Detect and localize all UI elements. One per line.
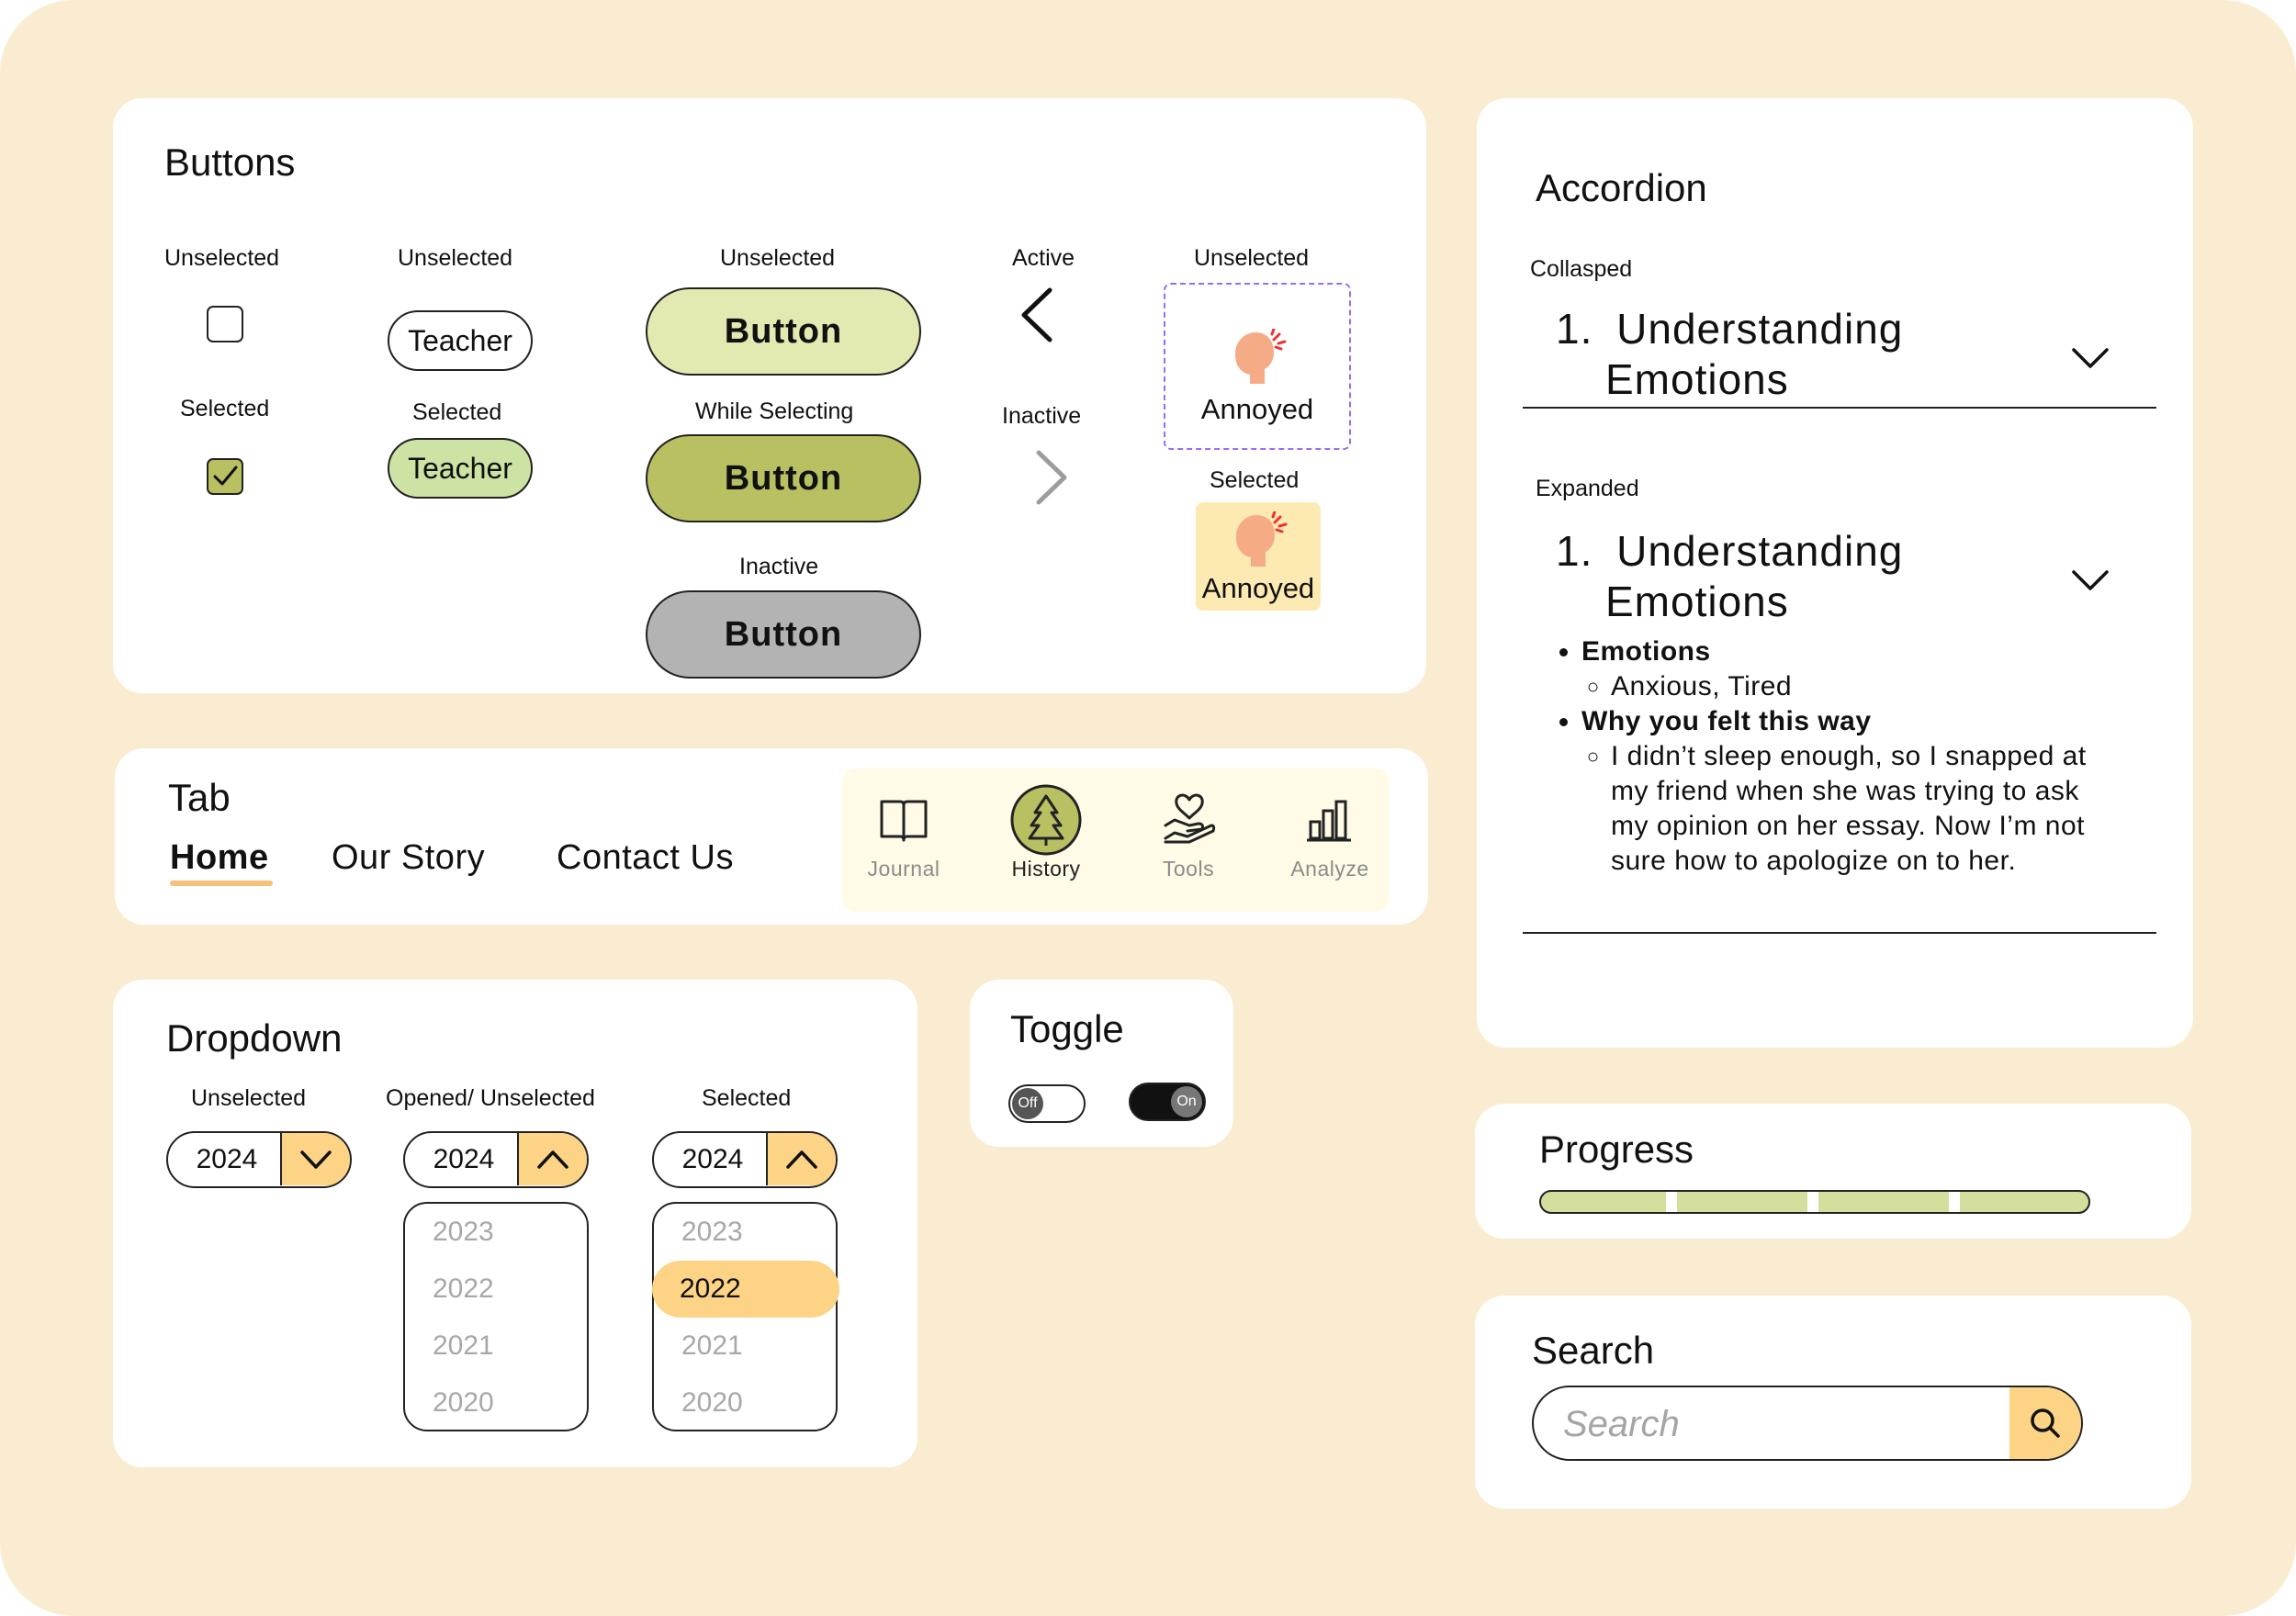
- emotions-heading: Emotions: [1581, 636, 1711, 667]
- chevron-down-icon[interactable]: [2070, 346, 2110, 372]
- buttons-card: [113, 98, 1426, 693]
- toggle-title: Toggle: [1010, 1007, 1124, 1050]
- mood-selected-caption: Selected: [1210, 467, 1300, 493]
- dropdown-option[interactable]: 2023: [433, 1217, 494, 1247]
- search-input[interactable]: [1561, 1398, 1969, 1450]
- chip-selected-caption: Selected: [412, 399, 502, 425]
- primary-selecting-caption: While Selecting: [695, 398, 854, 424]
- tab-card: [115, 748, 1428, 925]
- dropdown-value: 2024: [196, 1143, 258, 1174]
- accordion-item-number: 1.: [1556, 305, 1593, 353]
- bar-chart-icon: [1307, 798, 1353, 842]
- tab-title: Tab: [168, 776, 231, 819]
- annoyed-face-icon: [1228, 329, 1287, 389]
- emotions-value: ◦ Anxious, Tired: [1611, 669, 2096, 704]
- arrow-active-caption: Active: [1012, 245, 1075, 271]
- dropdown-selected-caption: Selected: [702, 1085, 792, 1111]
- chevron-down-icon: [298, 1149, 333, 1171]
- why-value: ◦ I didn’t sleep enough, so I snapped at my friend when she was trying to ask my opinion on her essay. Now I’m not sure how to apologize on to her.: [1611, 739, 2096, 879]
- toggle-card: [970, 980, 1233, 1147]
- chip-teacher-unselected[interactable]: Teacher: [388, 310, 533, 371]
- chip-unselected-caption: Unselected: [398, 245, 513, 271]
- search-field[interactable]: [1532, 1386, 2083, 1461]
- year-dropdown-selected[interactable]: [652, 1131, 838, 1188]
- chevron-left-icon[interactable]: [1017, 285, 1059, 345]
- primary-button-inactive[interactable]: Button: [646, 590, 921, 679]
- dropdown-option[interactable]: 2021: [433, 1330, 494, 1361]
- accordion-item-number: 1.: [1556, 527, 1593, 575]
- accordion-card: [1477, 98, 2193, 1048]
- accordion-title: Accordion: [1536, 166, 1707, 209]
- dropdown-option[interactable]: 2020: [433, 1387, 494, 1418]
- accordion-divider: [1523, 407, 2156, 409]
- progress-title: Progress: [1539, 1128, 1694, 1171]
- dropdown-title: Dropdown: [166, 1016, 343, 1060]
- dropdown-option[interactable]: 2021: [681, 1330, 743, 1361]
- dropdown-toggle[interactable]: [517, 1133, 587, 1185]
- primary-unselected-caption: Unselected: [720, 245, 836, 271]
- accordion-item-title-line1: Understanding: [1616, 305, 1904, 353]
- book-icon: [878, 796, 929, 844]
- checkbox-selected-caption: Selected: [180, 396, 270, 421]
- dropdown-option[interactable]: 2022: [433, 1274, 494, 1304]
- annoyed-face-icon: [1229, 511, 1288, 572]
- search-card: [1475, 1296, 2191, 1509]
- dropdown-option[interactable]: 2020: [681, 1387, 743, 1418]
- dropdown-option-selected[interactable]: 2022: [652, 1261, 839, 1318]
- year-dropdown-opened[interactable]: [403, 1131, 589, 1188]
- accordion-item-header-collapsed[interactable]: [1556, 304, 2107, 405]
- nav-item-tools[interactable]: [1129, 769, 1248, 906]
- mood-chip-selected[interactable]: [1196, 502, 1321, 611]
- nav-item-journal[interactable]: [844, 769, 963, 906]
- accordion-item-title-line1: Understanding: [1616, 527, 1904, 575]
- progress-segment-gap: [1807, 1192, 1818, 1214]
- accordion-item-title-line2: Emotions: [1605, 578, 1789, 625]
- search-button[interactable]: [2009, 1387, 2081, 1459]
- year-dropdown-unselected[interactable]: [166, 1131, 352, 1188]
- toggle-off[interactable]: [1008, 1084, 1086, 1123]
- search-icon: [2027, 1405, 2064, 1442]
- tab-home[interactable]: Home: [170, 838, 269, 877]
- chevron-up-icon: [535, 1149, 570, 1171]
- progress-card: [1475, 1104, 2191, 1239]
- tree-icon: [1009, 783, 1083, 857]
- tab-active-underline: [170, 881, 273, 886]
- checkbox-selected[interactable]: [207, 458, 243, 495]
- toggle-knob: Off: [1012, 1088, 1043, 1119]
- nav-item-label: History: [1011, 857, 1081, 881]
- primary-inactive-caption: Inactive: [739, 554, 819, 579]
- mood-label: Annoyed: [1200, 393, 1314, 425]
- primary-button-unselected[interactable]: Button: [646, 287, 921, 376]
- nav-item-analyze[interactable]: [1270, 769, 1390, 906]
- dropdown-card: [113, 980, 917, 1467]
- accordion-divider: [1523, 932, 2156, 934]
- tab-our-story[interactable]: Our Story: [332, 838, 486, 877]
- dropdown-options-list: [652, 1202, 838, 1431]
- accordion-collapsed-caption: Collasped: [1530, 256, 1633, 282]
- dropdown-value: 2024: [681, 1143, 744, 1174]
- search-title: Search: [1532, 1329, 1655, 1372]
- accordion-item-body: [1554, 634, 2096, 879]
- checkbox-unselected[interactable]: [207, 306, 243, 342]
- mood-unselected-caption: Unselected: [1194, 245, 1310, 271]
- chevron-up-icon: [784, 1149, 819, 1171]
- primary-button-selecting[interactable]: Button: [646, 434, 921, 522]
- checkbox-unselected-caption: Unselected: [164, 245, 280, 271]
- dropdown-unselected-caption: Unselected: [191, 1085, 307, 1111]
- arrow-inactive-caption: Inactive: [1002, 403, 1082, 429]
- mood-label: Annoyed: [1201, 572, 1315, 604]
- dropdown-value: 2024: [433, 1143, 495, 1174]
- dropdown-toggle[interactable]: [766, 1133, 836, 1185]
- buttons-title: Buttons: [164, 140, 296, 184]
- dropdown-toggle[interactable]: [280, 1133, 350, 1185]
- why-heading: Why you felt this way: [1581, 706, 1872, 736]
- progress-bar: [1539, 1190, 2090, 1214]
- accordion-item-header-expanded[interactable]: [1556, 526, 2107, 627]
- icon-nav-bar: [842, 769, 1390, 912]
- nav-item-label: Analyze: [1290, 857, 1369, 881]
- toggle-knob: On: [1171, 1086, 1202, 1117]
- chevron-down-icon[interactable]: [2070, 568, 2110, 594]
- mood-chip-unselected[interactable]: [1164, 283, 1351, 450]
- progress-segment-gap: [1949, 1192, 1960, 1214]
- nav-item-history[interactable]: [986, 769, 1106, 906]
- toggle-on[interactable]: [1129, 1083, 1206, 1121]
- nav-item-label: Tools: [1162, 857, 1215, 881]
- accordion-expanded-caption: Expanded: [1536, 476, 1639, 501]
- chevron-right-icon[interactable]: [1030, 447, 1072, 508]
- dropdown-opened-caption: Opened/ Unselected: [386, 1085, 595, 1111]
- progress-segment-gap: [1666, 1192, 1677, 1214]
- dropdown-option[interactable]: 2023: [681, 1217, 743, 1247]
- dropdown-options-list: [403, 1202, 589, 1431]
- accordion-item-title-line2: Emotions: [1605, 355, 1789, 403]
- tab-contact-us[interactable]: Contact Us: [557, 838, 734, 877]
- nav-item-label: Journal: [867, 857, 940, 881]
- check-icon: [210, 462, 240, 491]
- hand-heart-icon: [1162, 792, 1217, 844]
- chip-teacher-selected[interactable]: Teacher: [388, 438, 533, 499]
